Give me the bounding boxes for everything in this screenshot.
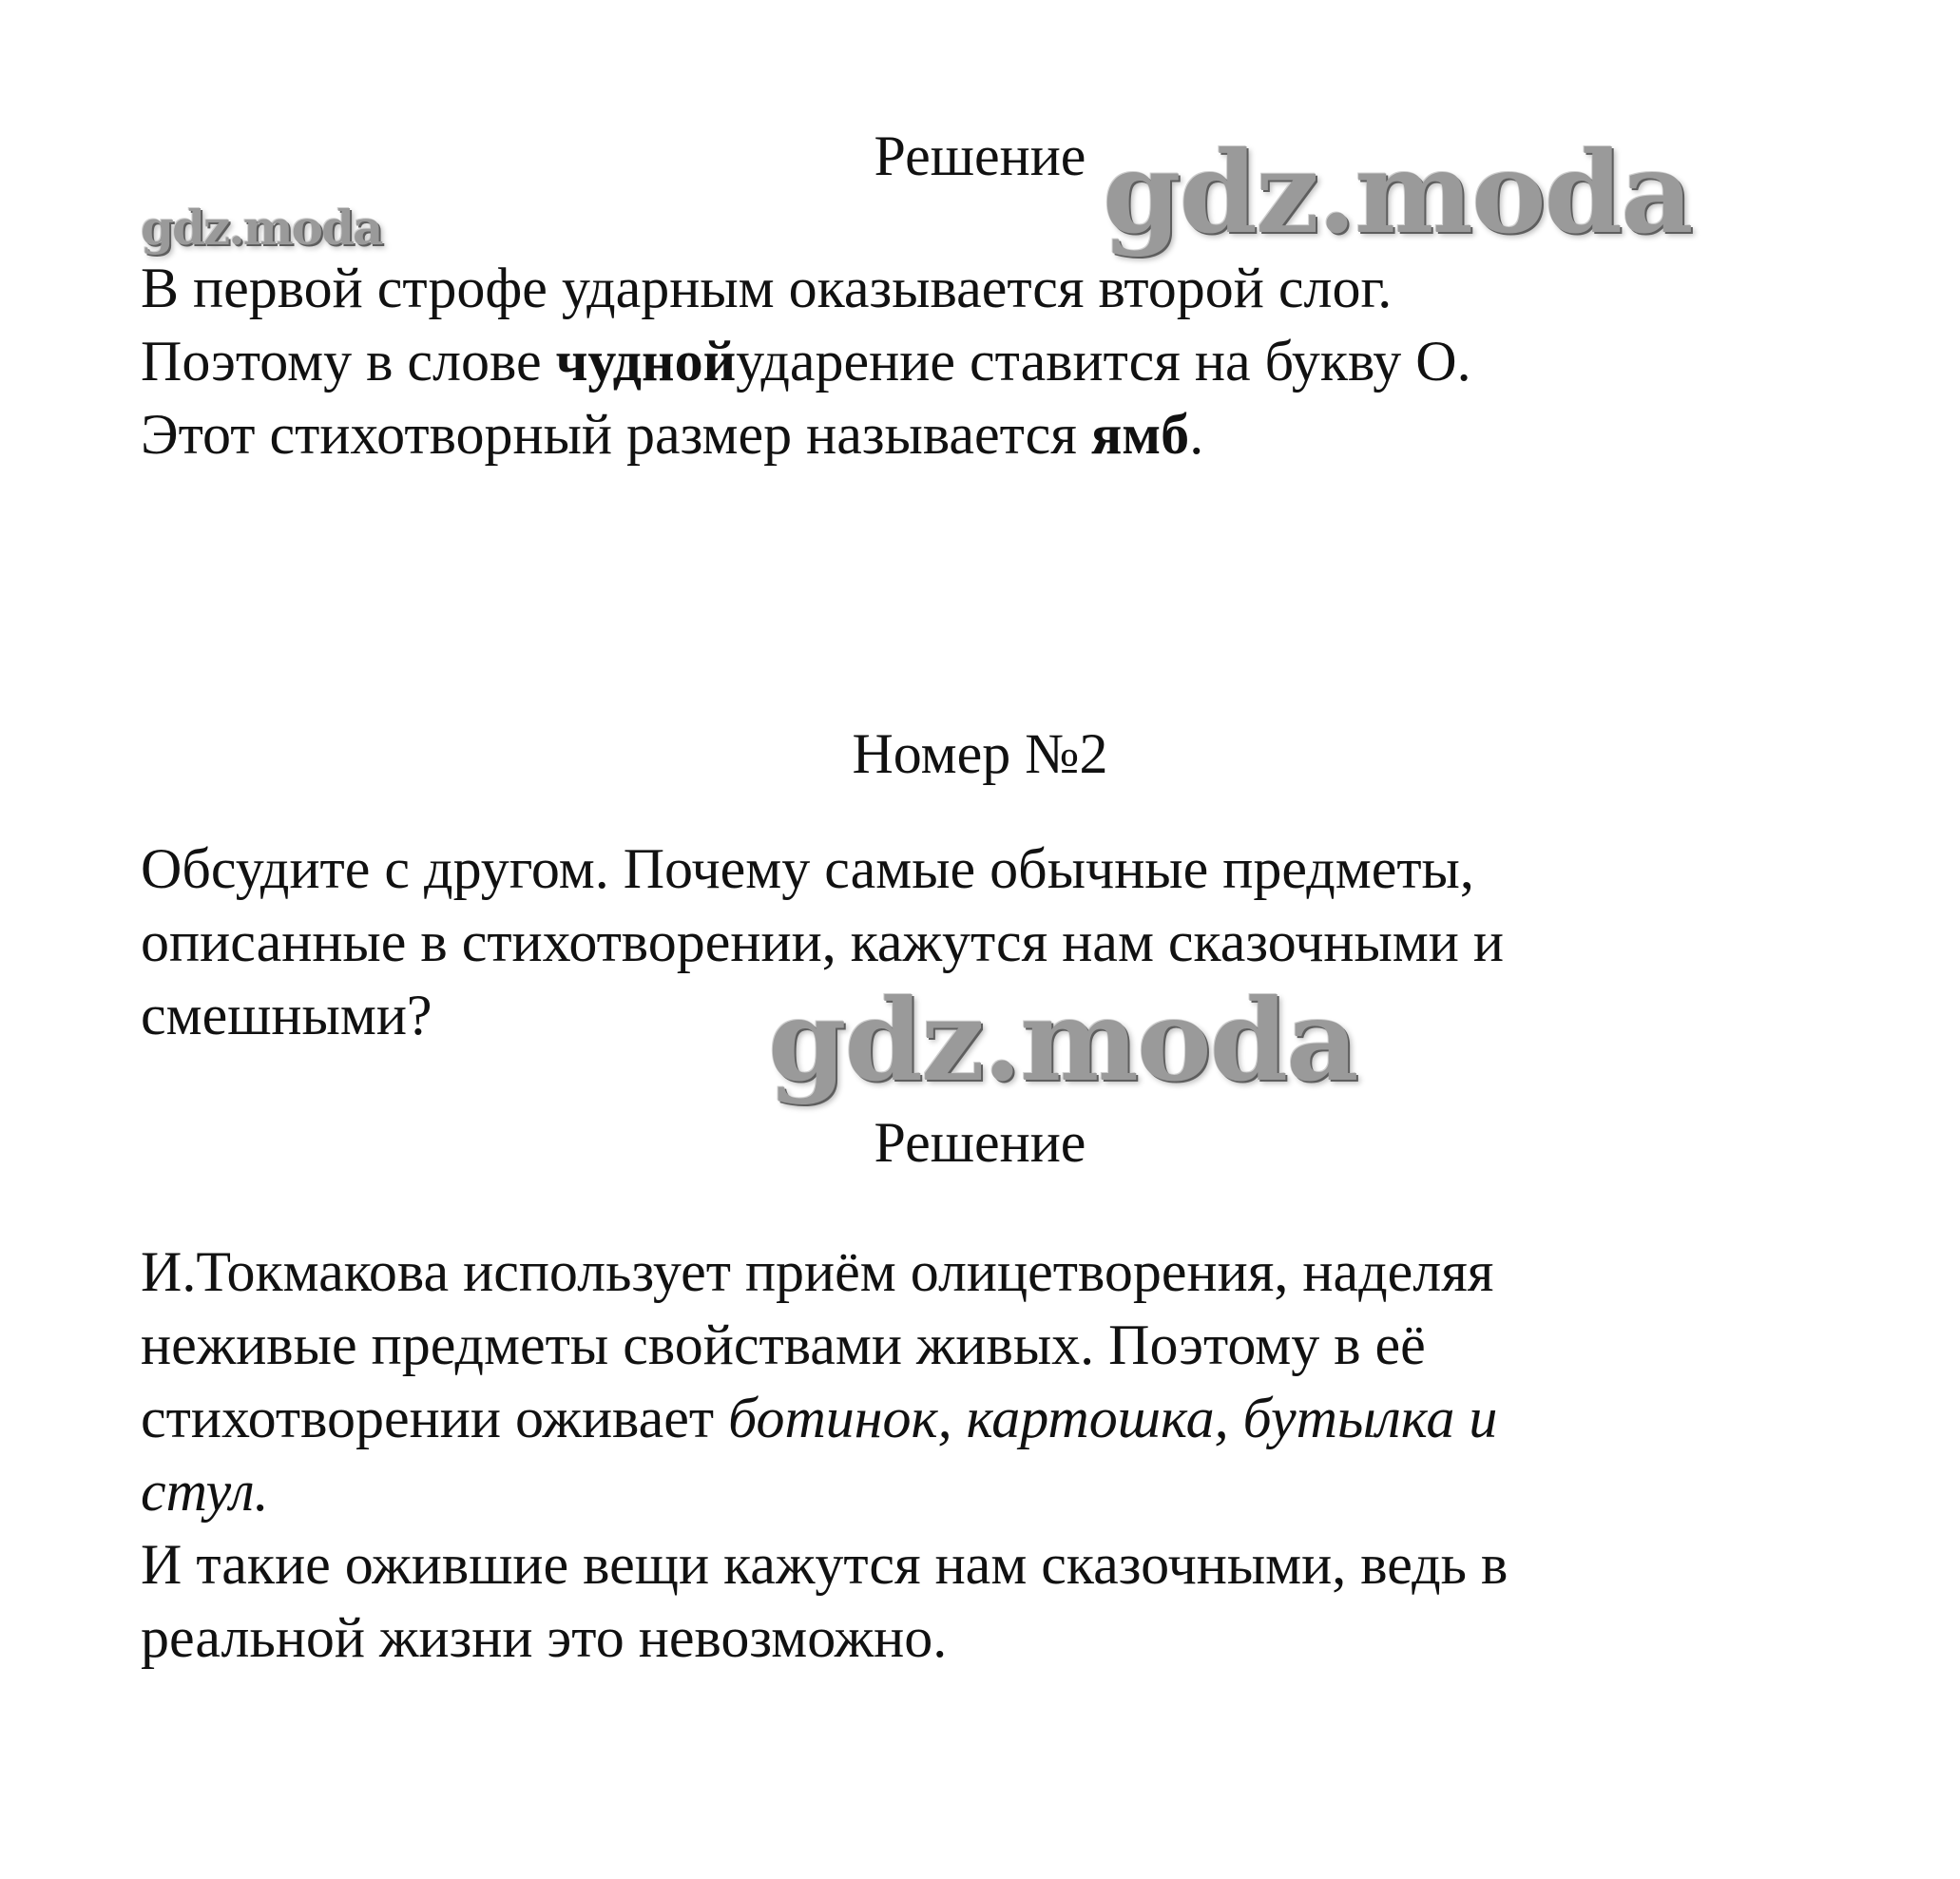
solution-line: Этот стихотворный размер называется ямб. [141, 403, 1204, 466]
italic-list: ботинок, картошка, бутылка и [728, 1387, 1498, 1449]
solution-text [141, 1236, 1918, 1675]
bold-word: ямб [1090, 403, 1190, 466]
solution-line: стихотворении оживает ботинок, картошка, бутылка и [141, 1387, 1498, 1449]
bold-word: чудной [555, 330, 737, 393]
solution-line: И такие ожившие вещи кажутся нам сказочными, ведь в [141, 1533, 1508, 1596]
watermark-logo: gdz.moda [1103, 126, 1692, 259]
italic-list: стул. [141, 1460, 269, 1523]
solution-line: И.Токмакова использует приём олицетворения, наделяя [141, 1240, 1494, 1303]
solution-line: Поэтому в слове чуднойударение ставится на букву О. [141, 330, 1471, 393]
task-heading: Номер №2 [852, 722, 1108, 785]
question-line: Обсудите с другом. Почему самые обычные предметы, [141, 837, 1474, 900]
solution-heading: Решение [874, 125, 1086, 187]
question-line: смешными? [141, 984, 432, 1046]
watermark-logo: gdz.moda [768, 974, 1357, 1106]
solution-text [141, 252, 1918, 471]
watermark-logo: gdz.moda [141, 200, 382, 256]
task-question [141, 833, 1918, 1052]
question-line: описанные в стихотворении, кажутся нам сказочными и [141, 911, 1504, 973]
solution-line: неживые предметы свойствами живых. Поэтому в её [141, 1313, 1426, 1376]
solution-heading: Решение [874, 1111, 1086, 1174]
solution-line [141, 1455, 1918, 1528]
solution-line: реальной жизни это невозможно. [141, 1606, 948, 1669]
solution-line: В первой строфе ударным оказывается второй слог. [141, 257, 1393, 319]
